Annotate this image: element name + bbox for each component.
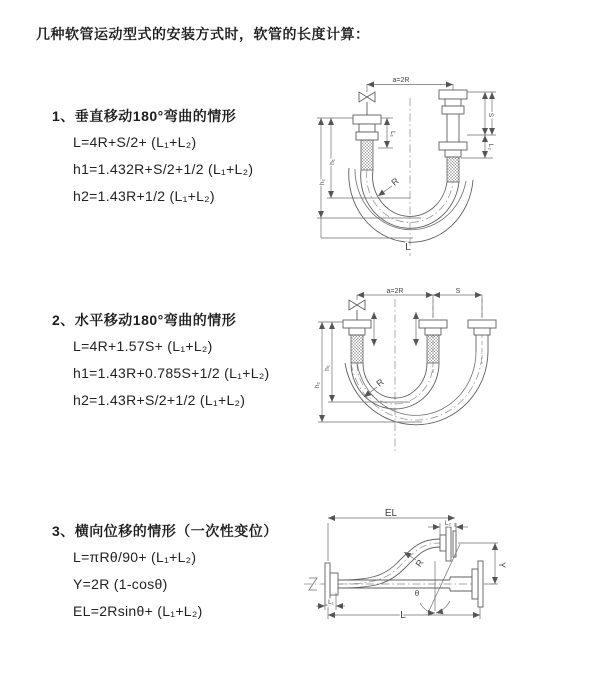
- page-title: 几种软管运动型式的安装方式时，软管的长度计算：: [36, 26, 370, 42]
- valve-icon: [349, 300, 357, 310]
- section-3-heading: 3、横向位移的情形（一次性变位）: [52, 523, 278, 539]
- left-pipe-assembly: [343, 295, 371, 363]
- section-2-heading: 2、水平移动180°弯曲的情形: [52, 312, 237, 328]
- dimension-label-l1: L₁: [328, 599, 334, 606]
- dimension-l: [328, 607, 480, 621]
- dimension-label-h2: h₂: [319, 178, 326, 186]
- radius-label: R: [413, 557, 426, 569]
- middle-pipe-assembly: [419, 320, 447, 363]
- braided-hose-section: [351, 335, 363, 363]
- right-pipe-assembly: [439, 84, 467, 182]
- dimension-label-s: S: [487, 112, 494, 118]
- diagram-lateral-offset: [298, 503, 600, 648]
- radius-label: R: [374, 376, 386, 389]
- section-1-formula-h2: h2=1.43R+1/2 (L₁+L₂): [73, 188, 215, 204]
- dimension-label-h1: h₁: [324, 365, 331, 371]
- radius-leader: [364, 376, 386, 397]
- dimension-label-h1: h₁: [329, 159, 336, 165]
- dimension-l1: [316, 593, 345, 610]
- upper-flange: [440, 527, 456, 561]
- dimension-label-l: L: [400, 610, 406, 621]
- dimension-label-a2r: a=2R: [392, 77, 410, 84]
- section-3-formula-Y: Y=2R (1-cosθ): [73, 576, 168, 592]
- angle-label-theta: θ: [414, 589, 420, 598]
- dimension-label-l1: L₁: [389, 131, 396, 137]
- dimension-label-l2: L₂: [444, 520, 452, 527]
- section-1-formula-L: L=4R+S/2+ (L₁+L₂): [73, 134, 197, 150]
- dimension-label-a2r: a=2R: [386, 288, 404, 295]
- section-3-formula-EL: EL=2Rsinθ+ (L₁+L₂): [73, 603, 203, 619]
- diagram-horizontal-u-bend: [310, 284, 600, 459]
- hose-u-curves: [345, 352, 488, 425]
- length-label: L: [405, 242, 411, 253]
- dimension-label-h2: h₂: [314, 381, 321, 389]
- dimension-a2r: [367, 77, 453, 85]
- braided-hose-section: [361, 140, 373, 170]
- braided-hose-section: [427, 335, 439, 363]
- section-1-formula-h1: h1=1.432R+S/2+1/2 (L₁+L₂): [73, 161, 254, 177]
- dimension-label-el: EL: [384, 508, 398, 519]
- dimension-a2r: [357, 288, 482, 318]
- dimension-label-l2: L₂: [487, 143, 494, 151]
- dimension-s: [433, 288, 482, 295]
- dimension-label-y: Y: [497, 561, 507, 569]
- section-1-heading: 1、垂直移动180°弯曲的情形: [52, 108, 237, 124]
- radius-label: R: [389, 175, 401, 188]
- dimension-label-s: S: [455, 288, 461, 295]
- dimension-h1-h2: [314, 322, 422, 422]
- left-pipe-assembly: [353, 84, 381, 170]
- section-2-formula-h1: h1=1.43R+0.785S+1/2 (L₁+L₂): [73, 365, 270, 381]
- dimension-el: [328, 508, 455, 561]
- diagram-vertical-u-bend: [313, 70, 585, 262]
- section-2-formula-L: L=4R+1.57S+ (L₁+L₂): [73, 338, 213, 354]
- right-flange: [472, 561, 483, 607]
- braided-hose-section: [447, 157, 459, 182]
- section-2-formula-h2: h2=1.43R+S/2+1/2 (L₁+L₂): [73, 392, 246, 408]
- valve-icon: [359, 92, 367, 102]
- radius-leader: [378, 175, 401, 196]
- section-3-formula-L: L=πRθ/90+ (L₁+L₂): [73, 549, 197, 565]
